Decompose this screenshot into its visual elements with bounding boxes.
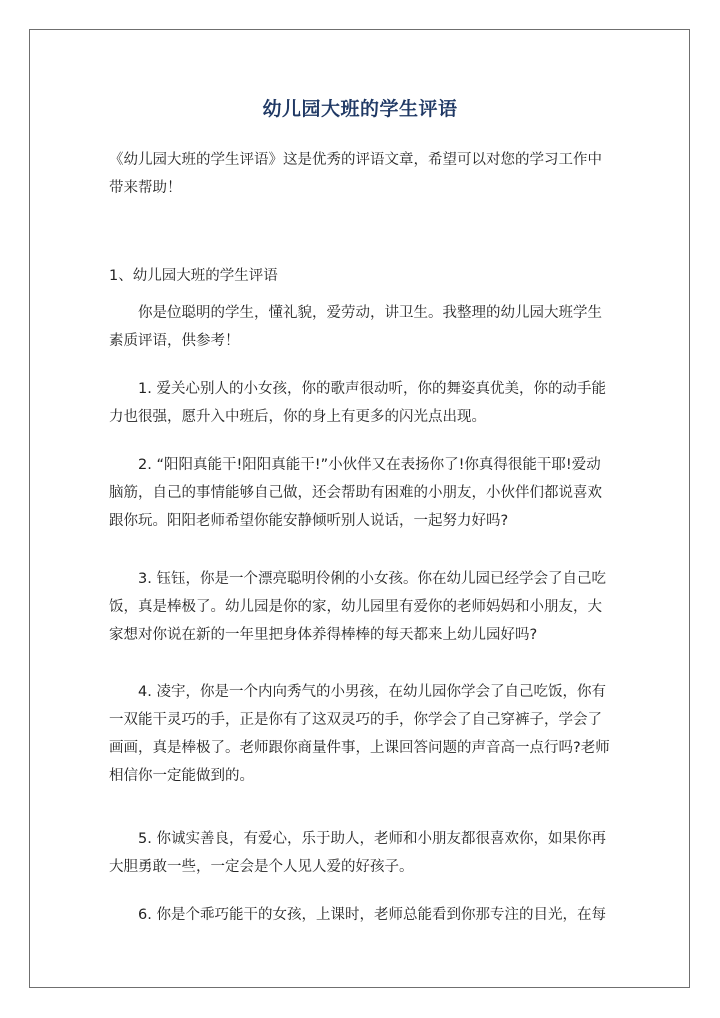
comment-item-4: 4. 凌宇，你是一个内向秀气的小男孩，在幼儿园你学会了自己吃饭，你有一双能干灵巧的手，正是你有了这双灵巧的手，你学会了自己穿裤子，学会了画画，真是棒极了。老师跟你商量件事，上课回答问题的声音高一点行吗?老师相信你一定能做到的。 [109, 684, 610, 784]
comment-item-5: 5. 你诚实善良，有爱心，乐于助人，老师和小朋友都很喜欢你，如果你再大胆勇敢一些，一定会是个人见人爱的好孩子。 [109, 831, 606, 875]
comment-item-6: 6. 你是个乖巧能干的女孩，上课时，老师总能看到你那专注的目光，在每 [138, 907, 606, 923]
comment-item-3: 3. 钰钰，你是一个漂亮聪明伶俐的小女孩。你在幼儿园已经学会了自己吃饭，真是棒极了。幼儿园是你的家，幼儿园里有爱你的老师妈妈和小朋友，大家想对你说在新的一年里把身体养得棒棒的每天都来上幼儿园好吗? [109, 571, 606, 643]
lead-paragraph: 你是位聪明的学生，懂礼貌，爱劳动，讲卫生。我整理的幼儿园大班学生素质评语，供参考！ [109, 305, 602, 349]
intro-paragraph: 《幼儿园大班的学生评语》这是优秀的评语文章，希望可以对您的学习工作中带来帮助！ [109, 152, 602, 196]
document-title: 幼儿园大班的学生评语 [262, 98, 458, 120]
comment-item-2: 2. “阳阳真能干!阳阳真能干!”小伙伴又在表扬你了!你真得很能干耶!爱动脑筋，自己的事情能够自己做，还会帮助有困难的小朋友，小伙伴们都说喜欢跟你玩。阳阳老师希望你能安静倾听别人说话，一起努力好吗? [109, 457, 602, 529]
section-heading: 1、幼儿园大班的学生评语 [109, 268, 278, 284]
comment-item-1: 1. 爱关心别人的小女孩，你的歌声很动听，你的舞姿真优美，你的动手能力也很强，愿升入中班后，你的身上有更多的闪光点出现。 [109, 381, 606, 425]
